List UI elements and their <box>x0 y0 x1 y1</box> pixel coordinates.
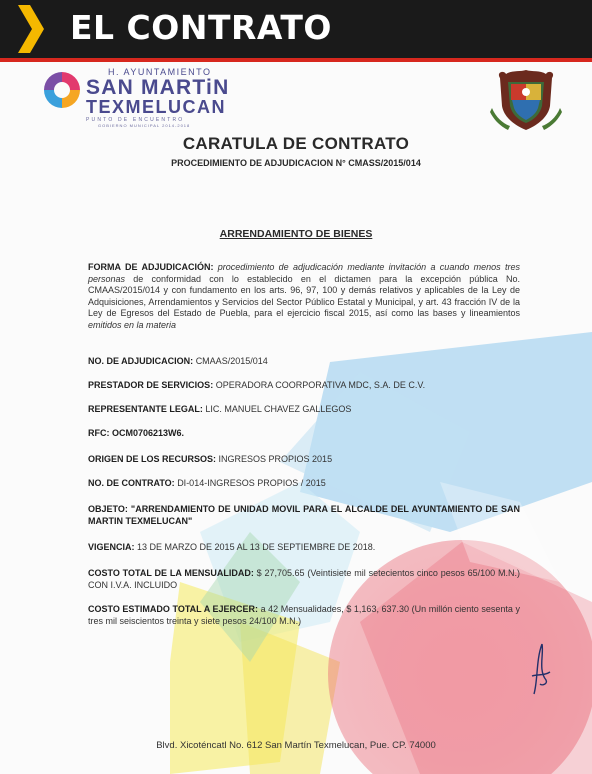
header-banner <box>0 0 592 58</box>
section-heading: ARRENDAMIENTO DE BIENES <box>219 228 373 240</box>
logo-line-san-martin: SAN MARTiN <box>86 76 230 99</box>
field-value: CMAAS/2015/014 <box>195 356 268 366</box>
logo-line-texmelucan: TEXMELUCAN <box>86 97 226 117</box>
field-label: NO. DE ADJUDICACION: <box>88 356 194 366</box>
field-objeto <box>88 504 520 527</box>
field-label: VIGENCIA: <box>88 542 135 552</box>
forma-adjudicacion <box>88 262 520 332</box>
field-costo-total <box>88 604 520 627</box>
forma-italic: procedimiento de adjudicación mediante invitación a cuando menos tres personas <box>88 262 520 284</box>
field-label: PRESTADOR DE SERVICIOS: <box>88 380 214 390</box>
field-value: "ARRENDAMIENTO DE UNIDAD MOVIL PARA EL ALCALDE DEL AYUNTAMIENTO DE SAN MARTIN TEXMELUCAN" <box>88 504 520 526</box>
field-value: LIC. MANUEL CHAVEZ GALLEGOS <box>205 404 352 414</box>
field-value: OCM0706213W6. <box>112 428 185 438</box>
forma-text: de conformidad con lo establecido en el dictamen para la excepción pública No. CMAAS/2015/014 y con fundamento en los arts. 96, 97, 100 y demás relativos y aplicables de la Ley de Adquisiciones, Arrendamientos y Servicios del Sector Público Estatal y Municipal, y art. 43 fracción IV de la Ley de Egresos del Estado de Puebla, para el ejercicio fiscal 2015, así como las bases y lineamientos <box>88 273 520 319</box>
forma-label: FORMA DE ADJUDICACIÓN: <box>88 262 214 272</box>
logo-line-government: GOBIERNO MUNICIPAL 2014-2018 <box>98 123 191 128</box>
field-costo-mensual <box>88 568 520 591</box>
procedure-number: PROCEDIMIENTO DE ADJUDICACION N° CMASS/2015/014 <box>171 158 421 168</box>
field-value: DI-014-INGRESOS PROPIOS / 2015 <box>177 478 326 488</box>
field-value: INGRESOS PROPIOS 2015 <box>218 454 333 464</box>
field-label: COSTO ESTIMADO TOTAL A EJERCER: <box>88 604 258 614</box>
coat-of-arms-icon <box>490 68 562 132</box>
field-adjudicacion <box>88 356 520 368</box>
field-label: OBJETO: <box>88 504 128 514</box>
field-vigencia <box>88 542 520 554</box>
logo-line-slogan: PUNTO DE ENCUENTRO <box>86 117 185 123</box>
field-value: a 42 Mensualidades, $ 1,163, 637.30 (Un millón ciento sesenta y tres mil seiscientos treinta y siete pesos 24/100 M.N.) <box>88 604 520 626</box>
signature-mark <box>528 640 552 696</box>
field-label: COSTO TOTAL DE LA MENSUALIDAD: <box>88 568 254 578</box>
field-value: OPERADORA COORPORATIVA MDC, S.A. DE C.V. <box>215 380 426 390</box>
contract-document <box>0 62 592 774</box>
municipal-logo-icon <box>42 68 82 112</box>
document-title: CARATULA DE CONTRATO <box>182 134 410 153</box>
field-prestador <box>88 380 520 392</box>
field-rfc <box>88 428 520 440</box>
field-label: REPRESENTANTE LEGAL: <box>88 404 203 414</box>
banner-title: EL CONTRATO <box>70 8 332 47</box>
field-label: ORIGEN DE LOS RECURSOS: <box>88 454 217 464</box>
field-representante <box>88 404 520 416</box>
municipal-logo-text <box>86 68 229 128</box>
field-contrato <box>88 478 520 490</box>
contract-body <box>88 262 520 626</box>
document-footer-address: Blvd. Xicoténcatl No. 612 San Martín Texmelucan, Pue. CP. 74000 <box>156 740 436 751</box>
field-label: RFC: <box>88 428 110 438</box>
logo-line-ayuntamiento: H. AYUNTAMIENTO <box>108 67 212 77</box>
chevron-icon <box>18 5 44 53</box>
background-watermark <box>0 62 592 774</box>
forma-tail: emitidos en la materia <box>88 319 177 330</box>
field-origen <box>88 454 520 466</box>
field-value: $ 27,705.65 (Veintisiete mil setecientos cinco pesos 65/100 M.N.) CON I.V.A. INCLUIDO <box>88 568 520 590</box>
field-value: 13 DE MARZO DE 2015 AL 13 DE SEPTIEMBRE DE 2018. <box>137 542 376 552</box>
field-label: NO. DE CONTRATO: <box>88 478 175 488</box>
